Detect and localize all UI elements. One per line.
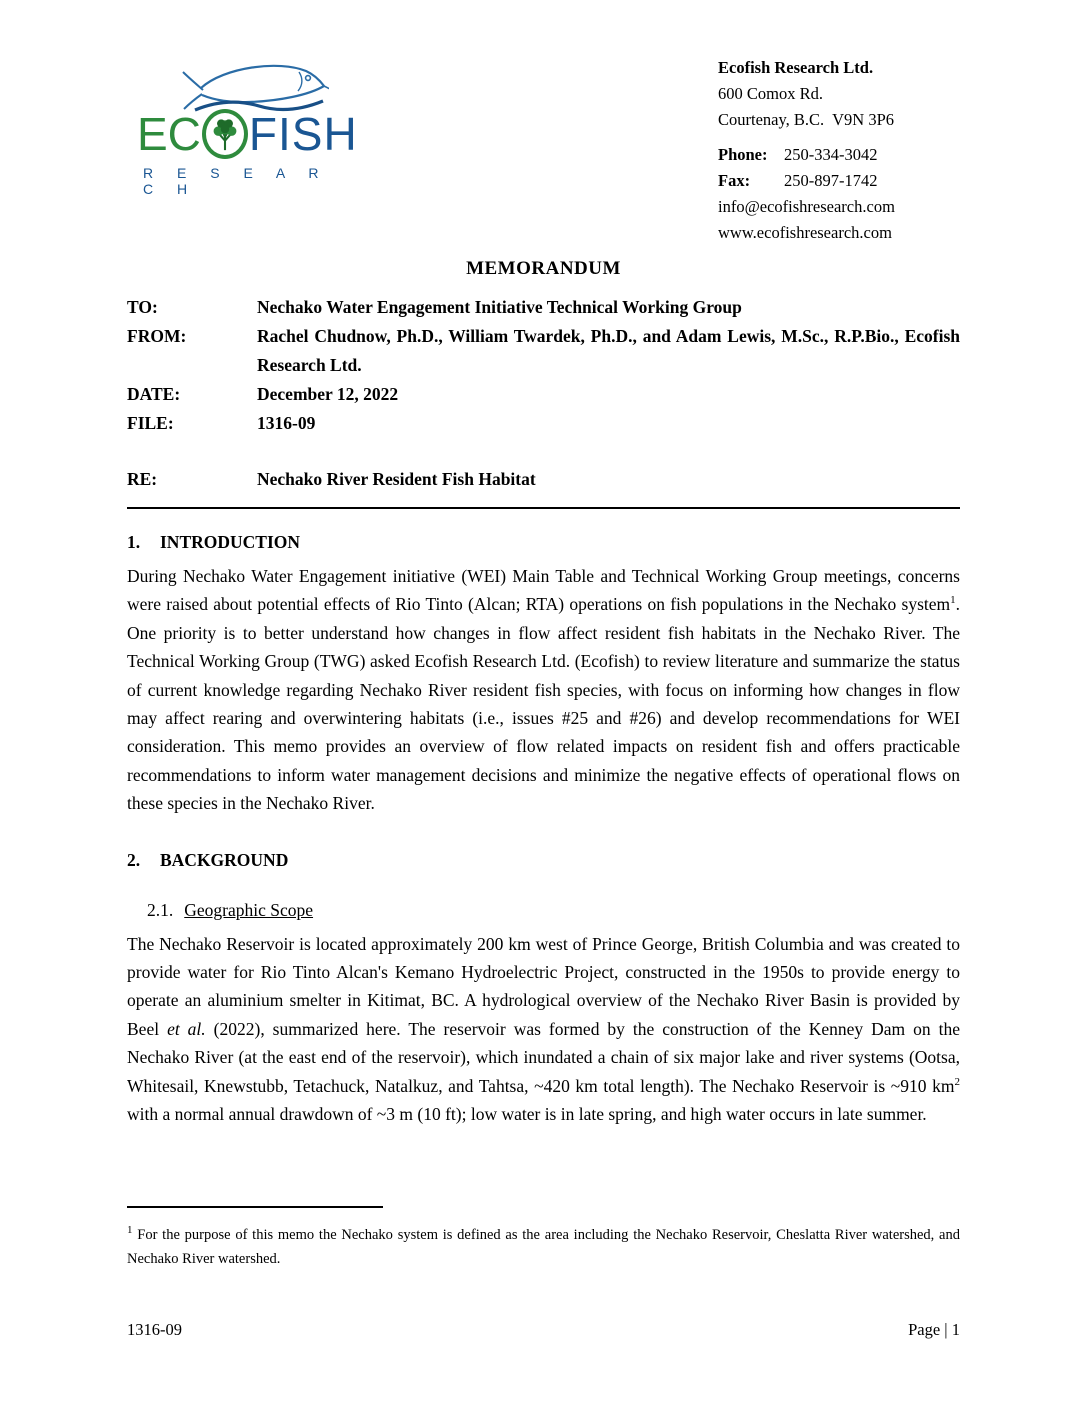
field-value: December 12, 2022 [257, 384, 399, 404]
fish-icon [179, 55, 352, 115]
fax-label: Fax: [718, 171, 751, 190]
field-label: FROM: [127, 326, 187, 346]
memo-field-from [127, 322, 960, 380]
field-value: 1316-09 [257, 413, 316, 433]
company-name: Ecofish Research Ltd. [718, 58, 874, 77]
footnote-divider [127, 1206, 383, 1208]
field-value: Rachel Chudnow, Ph.D., William Twardek, Ph.D., and Adam Lewis, M.Sc., R.P.Bio., Ecofish Research Ltd. [257, 326, 960, 375]
intro-paragraph: During Nechako Water Engagement initiative (WEI) Main Table and Technical Working Group meetings, concerns were raised about potential effects of Rio Tinto (Alcan; RTA) operations on fish populations in the Nechako system$^1$. One priority is to better understand how changes in flow affect resident fish habitats in the Nechako River. The Technical Working Group (TWG) asked Ecofish Research Ltd. (Ecofish) to review literature and summarize the status of current knowledge regarding Nechako River resident fish species, with focus on informing how changes in flow may affect rearing and overwintering habitats (i.e., issues #25 and #26) and develop recommendations for WEI consideration. This memo provides an overview of flow related impacts on resident fish and offers practicable recommendations to inform water management decisions and minimize the negative effects of operational flows on these species in the Nechako River. [127, 566, 960, 814]
section-number: 2. [127, 849, 141, 870]
subsection-2-1-heading [147, 900, 960, 921]
header-divider [127, 507, 960, 509]
email-address: info@ecofishresearch.com [718, 197, 895, 216]
phone-label: Phone: [718, 145, 768, 164]
ecofish-logo [137, 55, 358, 197]
memo-field-file [127, 409, 960, 438]
section-1-heading [127, 532, 960, 553]
section-title: BACKGROUND [160, 849, 289, 870]
fax-row [718, 168, 960, 194]
field-label: RE: [127, 469, 158, 489]
field-value: Nechako Water Engagement Initiative Technical Working Group [257, 297, 742, 317]
memo-title: MEMORANDUM [466, 258, 621, 279]
phone-number: 250-334-3042 [784, 145, 878, 164]
field-label: FILE: [127, 413, 174, 433]
memo-fields [127, 293, 960, 494]
memo-field-date [127, 380, 960, 409]
footnote-text: $^1$ For the purpose of this memo the Nechako system is defined as the area including the Nechako Reservoir, Cheslatta River watershed, and Nechako River watershed. [127, 1223, 960, 1267]
field-label: TO: [127, 297, 158, 317]
footer-file-number: 1316-09 [127, 1320, 182, 1339]
geographic-scope-paragraph: The Nechako Reservoir is located approximately 200 km west of Prince George, British Columbia and was created to provide water for Rio Tinto Alcan's Kemano Hydroelectric Project, constructed in the 1950s to provide energy to operate an aluminium smelter in Kitimat, BC. A hydrological overview of the Nechako River Basin is provided by Beel et al. (2022), summarized here. The reservoir was formed by the construction of the Kenney Dam on the Nechako River (at the east end of the reservoir), which inundated a chain of six major lake and river systems (Ootsa, Whitesail, Knewstubb, Tetachuck, Natalkuz, and Tahtsa, ~420 km total length). The Nechako Reservoir is ~910 $km^2$ with a normal annual drawdown of ~3 m (10 ft); low water is in late spring, and high water occurs in late summer. [127, 933, 960, 1125]
subsection-number: 2.1. [147, 899, 174, 920]
logo-text-research: R E S E A R C H [143, 165, 329, 197]
page-footer [127, 1320, 960, 1340]
footer-page-number: Page | 1 [908, 1320, 960, 1339]
phone-row [718, 142, 960, 168]
logo-text-fish: FISH [248, 108, 358, 160]
section-2-heading [127, 850, 960, 871]
fax-number: 250-897-1742 [784, 171, 878, 190]
address-line: 600 Comox Rd. [718, 84, 823, 103]
field-label: DATE: [127, 384, 181, 404]
logo-text-ec: EC [137, 108, 201, 160]
memo-field-re [127, 465, 960, 494]
footnote-block [127, 1206, 960, 1285]
address-line: Courtenay, B.C. V9N 3P6 [718, 110, 895, 129]
website-url: www.ecofishresearch.com [718, 223, 892, 242]
phone-fax-block [718, 142, 960, 194]
contact-block [718, 55, 960, 246]
tree-in-circle-icon [202, 109, 248, 159]
section-number: 1. [127, 532, 141, 552]
letterhead [127, 55, 960, 246]
field-value: Nechako River Resident Fish Habitat [257, 469, 536, 489]
memo-field-to [127, 293, 960, 322]
section-title: INTRODUCTION [160, 532, 301, 552]
subsection-title: Geographic Scope [184, 899, 314, 920]
